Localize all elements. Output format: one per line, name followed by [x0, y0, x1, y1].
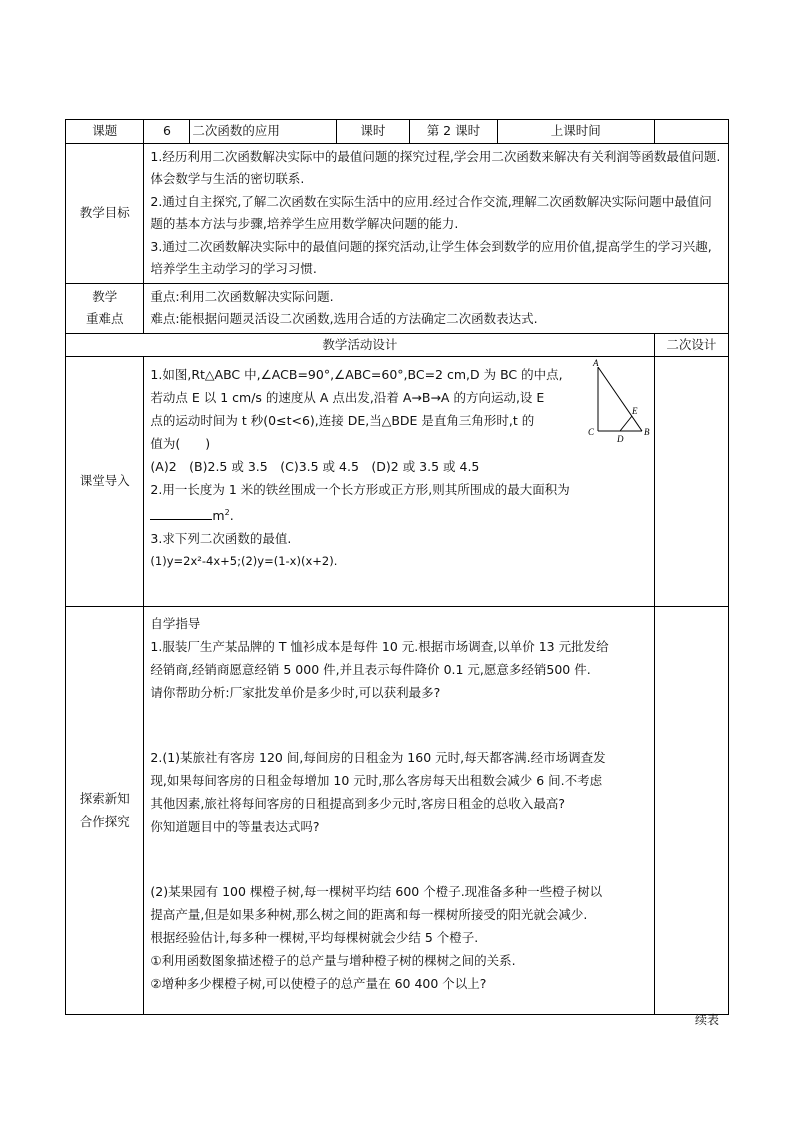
intro-q2-unit-sup: 2	[224, 508, 230, 517]
explore-p2-line3: 其他因素,旅社将每间客房的日租提高到多少元时,客房日租金的总收入最高?	[150, 796, 566, 811]
objectives-content	[144, 143, 729, 283]
key-point: 重点:利用二次函数解决实际问题.	[150, 288, 334, 304]
objectives-label: 教学目标	[66, 143, 144, 283]
label-c: C	[588, 427, 595, 437]
key-points-content	[144, 283, 729, 333]
label-d: D	[617, 434, 624, 443]
lesson-plan-table	[65, 119, 729, 1015]
explore-p3-line4: ①利用函数图象描述橙子的总产量与增种橙子树的棵树之间的关系.	[150, 953, 516, 968]
guide-title: 自学指导	[150, 616, 201, 631]
second-design-heading: 二次设计	[654, 333, 728, 357]
header-row	[66, 120, 729, 144]
objective-1: 1.经历利用二次函数解决实际中的最值问题的探究过程,学会用二次函数来解决有关利润等函数最值问题.体会数学与生活的密切联系.	[150, 148, 721, 186]
intro-q2-unit: m	[212, 508, 225, 524]
period-value: 第 2 课时	[410, 120, 498, 144]
explore-p3-line2: 提高产量,但是如果多种树,那么树之间的距离和每一棵树所接受的阳光就会减少.	[150, 907, 588, 922]
triangle-figure	[586, 359, 654, 443]
intro-q2-line1: 2.用一长度为 1 米的铁丝围成一个长方形或正方形,则其所围成的最大面积为	[150, 482, 570, 497]
intro-q3-line2: (1)y=2x²-4x+5;(2)y=(1-x)(x+2).	[150, 554, 338, 569]
explore-label-line1: 探索新知	[79, 791, 130, 806]
intro-q1-line1: 1.如图,Rt△ABC 中,∠ACB=90°,∠ABC=60°,BC=2 cm,D 为 BC 的中点,	[150, 367, 563, 382]
explore-label	[66, 607, 144, 1015]
period-label: 课时	[336, 120, 409, 144]
explore-p3-line5: ②增种多少棵橙子树,可以使橙子的总产量在 60 400 个以上?	[150, 976, 487, 991]
difficult-point: 难点:能根据问题灵活设二次函数,选用合适的方法确定二次函数表达式.	[150, 311, 538, 326]
segment-de	[620, 416, 632, 431]
key-points-row	[66, 283, 729, 333]
intro-q3-line1: 3.求下列二次函数的最值.	[150, 531, 292, 547]
intro-q1-line2: 若动点 E 以 1 cm/s 的速度从 A 点出发,沿着 A→B→A 的方向运动,设 E	[150, 390, 545, 405]
intro-row	[66, 357, 729, 607]
intro-content	[144, 357, 654, 607]
explore-p1-line3: 请你帮助分析:厂家批发单价是多少时,可以获利最多?	[150, 685, 441, 700]
objectives-row	[66, 143, 729, 283]
explore-row	[66, 607, 729, 1015]
objective-3: 3.通过二次函数解决实际中的最值问题的探究活动,让学生体会到数学的应用价值,提高学生的学习兴趣,培养学生主动学习的学习习惯.	[150, 238, 712, 276]
key-points-label-line1: 教学	[92, 288, 118, 304]
intro-q1-line3: 点的运动时间为 t 秒(0≤t<6),连接 DE,当△BDE 是直角三角形时,t 的	[150, 413, 535, 428]
intro-q2-answer-line: $m^2$.	[150, 501, 647, 527]
objective-2: 2.通过自主探究,了解二次函数在实际生活中的应用.经过合作交流,理解二次函数解决实际问题中最值问题的基本方法与步骤,培养学生应用数学解决问题的能力.	[150, 193, 712, 231]
course-title: 二次函数的应用	[190, 120, 336, 144]
segment-ab	[598, 367, 642, 431]
activity-design-heading: 教学活动设计	[66, 333, 655, 357]
label-b: B	[644, 427, 650, 437]
key-points-label-line2: 重难点	[85, 311, 124, 326]
key-points-label	[66, 283, 144, 333]
label-a: A	[593, 359, 599, 368]
explore-p2-line1: 2.(1)某旅社有客房 120 间,每间房的日租金为 160 元时,每天都客满.经市场调查发	[150, 750, 606, 765]
explore-label-line2: 合作探究	[79, 813, 130, 829]
explore-p1-line1: 1.服装厂生产某品牌的 T 恤衫成本是每件 10 元.根据市场调查,以单价 13 元批发给	[150, 639, 609, 654]
label-e: E	[632, 406, 638, 416]
explore-p3-line1: (2)某果园有 100 棵橙子树,每一棵树平均结 600 个橙子.现准备多种一些橙子树以	[150, 884, 603, 899]
explore-p3-line3: 根据经验估计,每多种一棵树,平均每棵树就会少结 5 个橙子.	[150, 930, 479, 945]
answer-blank	[150, 505, 212, 520]
explore-content	[144, 607, 654, 1015]
continued-label: 续表	[695, 1013, 720, 1027]
design-header-row	[66, 333, 729, 357]
explore-p2-line2: 现,如果每间客房的日租金每增加 10 元时,那么客房每天出租数会减少 6 间.不考虑	[150, 773, 603, 788]
explore-p1-line2: 经销商,经销商愿意经销 5 000 件,并且表示每件降价 0.1 元,愿意多经销500 件.	[150, 662, 591, 677]
class-time-value	[654, 120, 728, 144]
explore-p2-line4: 你知道题目中的等量表达式吗?	[150, 819, 320, 834]
class-time-label: 上课时间	[497, 120, 654, 144]
explore-second-design	[654, 607, 728, 1015]
intro-label: 课堂导入	[66, 357, 144, 607]
course-number: 6	[144, 120, 190, 144]
intro-q1-line4: 值为( )	[150, 436, 211, 451]
intro-q1-options: (A)2 (B)2.5 或 3.5 (C)3.5 或 4.5 (D)2 或 3.5 或 4.5	[150, 459, 480, 474]
intro-second-design	[654, 357, 728, 607]
course-label: 课题	[66, 120, 144, 144]
